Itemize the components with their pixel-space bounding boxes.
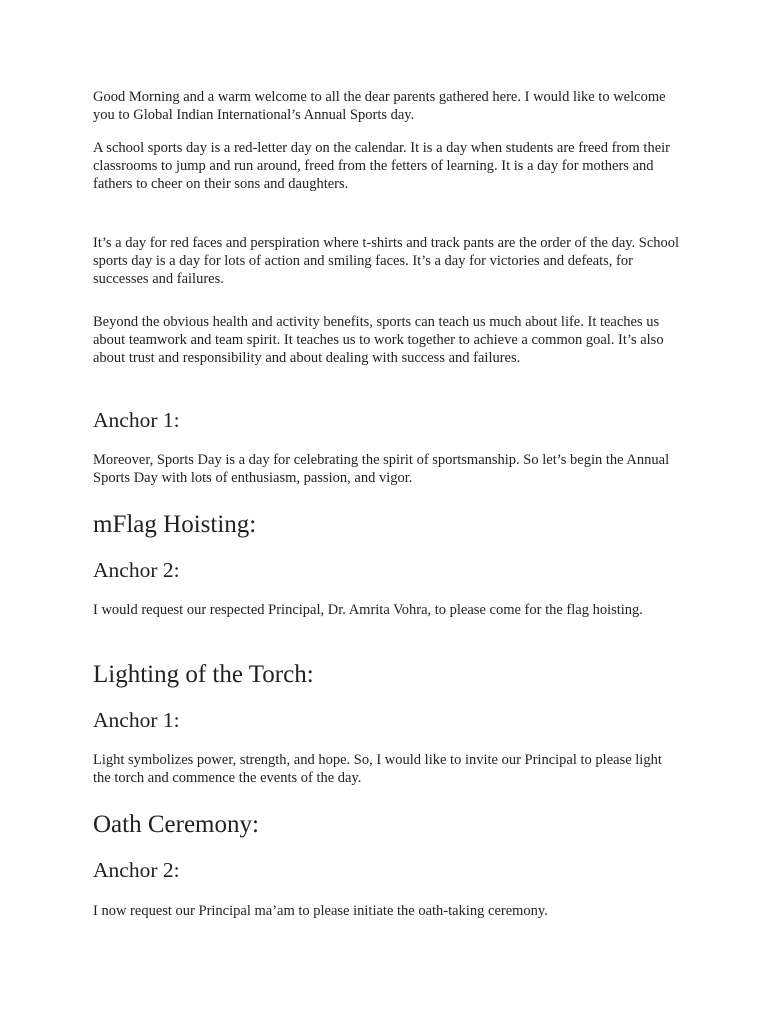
section-paragraph: I now request our Principal ma’am to please initiate the oath-taking ceremony. (93, 903, 548, 919)
anchor-label: Anchor 1: (93, 708, 180, 732)
section-heading-flag-hoisting: mFlag Hoisting: (93, 511, 257, 538)
anchor-label: Anchor 2: (93, 858, 180, 882)
section-paragraph: Light symbolizes power, strength, and hope. So, I would like to invite our Principal to please light the torch and commence the events of the day. (93, 752, 662, 786)
anchor-label: Anchor 2: (93, 558, 180, 582)
section-paragraph: Moreover, Sports Day is a day for celebrating the spirit of sportsmanship. So let’s begin the Annual Sports Day with lots of enthusiasm, passion, and vigor. (93, 452, 670, 486)
intro-paragraph-2: A school sports day is a red-letter day on the calendar. It is a day when students are freed from their classrooms to jump and run around, freed from the fetters of learning. It is a day for mothers and fathers to cheer on their sons and daughters. (93, 140, 670, 192)
section-heading-oath-ceremony: Oath Ceremony: (93, 811, 259, 838)
section-heading-lighting-torch: Lighting of the Torch: (93, 661, 314, 688)
intro-paragraph-1: Good Morning and a warm welcome to all the dear parents gathered here. I would like to welcome you to Global Indian International’s Annual Sports day. (93, 89, 666, 123)
anchor-label: Anchor 1: (93, 408, 180, 432)
section-paragraph: I would request our respected Principal, Dr. Amrita Vohra, to please come for the flag hoisting. (93, 602, 643, 618)
intro-paragraph-4: Beyond the obvious health and activity benefits, sports can teach us much about life. It teaches us about teamwork and team spirit. It teaches us to work together to achieve a common goal. It’s also about trust and responsibility and about dealing with success and failures. (93, 314, 664, 366)
intro-paragraph-3: It’s a day for red faces and perspiration where t-shirts and track pants are the order of the day. School sports day is a day for lots of action and smiling faces. It’s a day for victories and defeats, for successes and failures. (93, 235, 680, 287)
